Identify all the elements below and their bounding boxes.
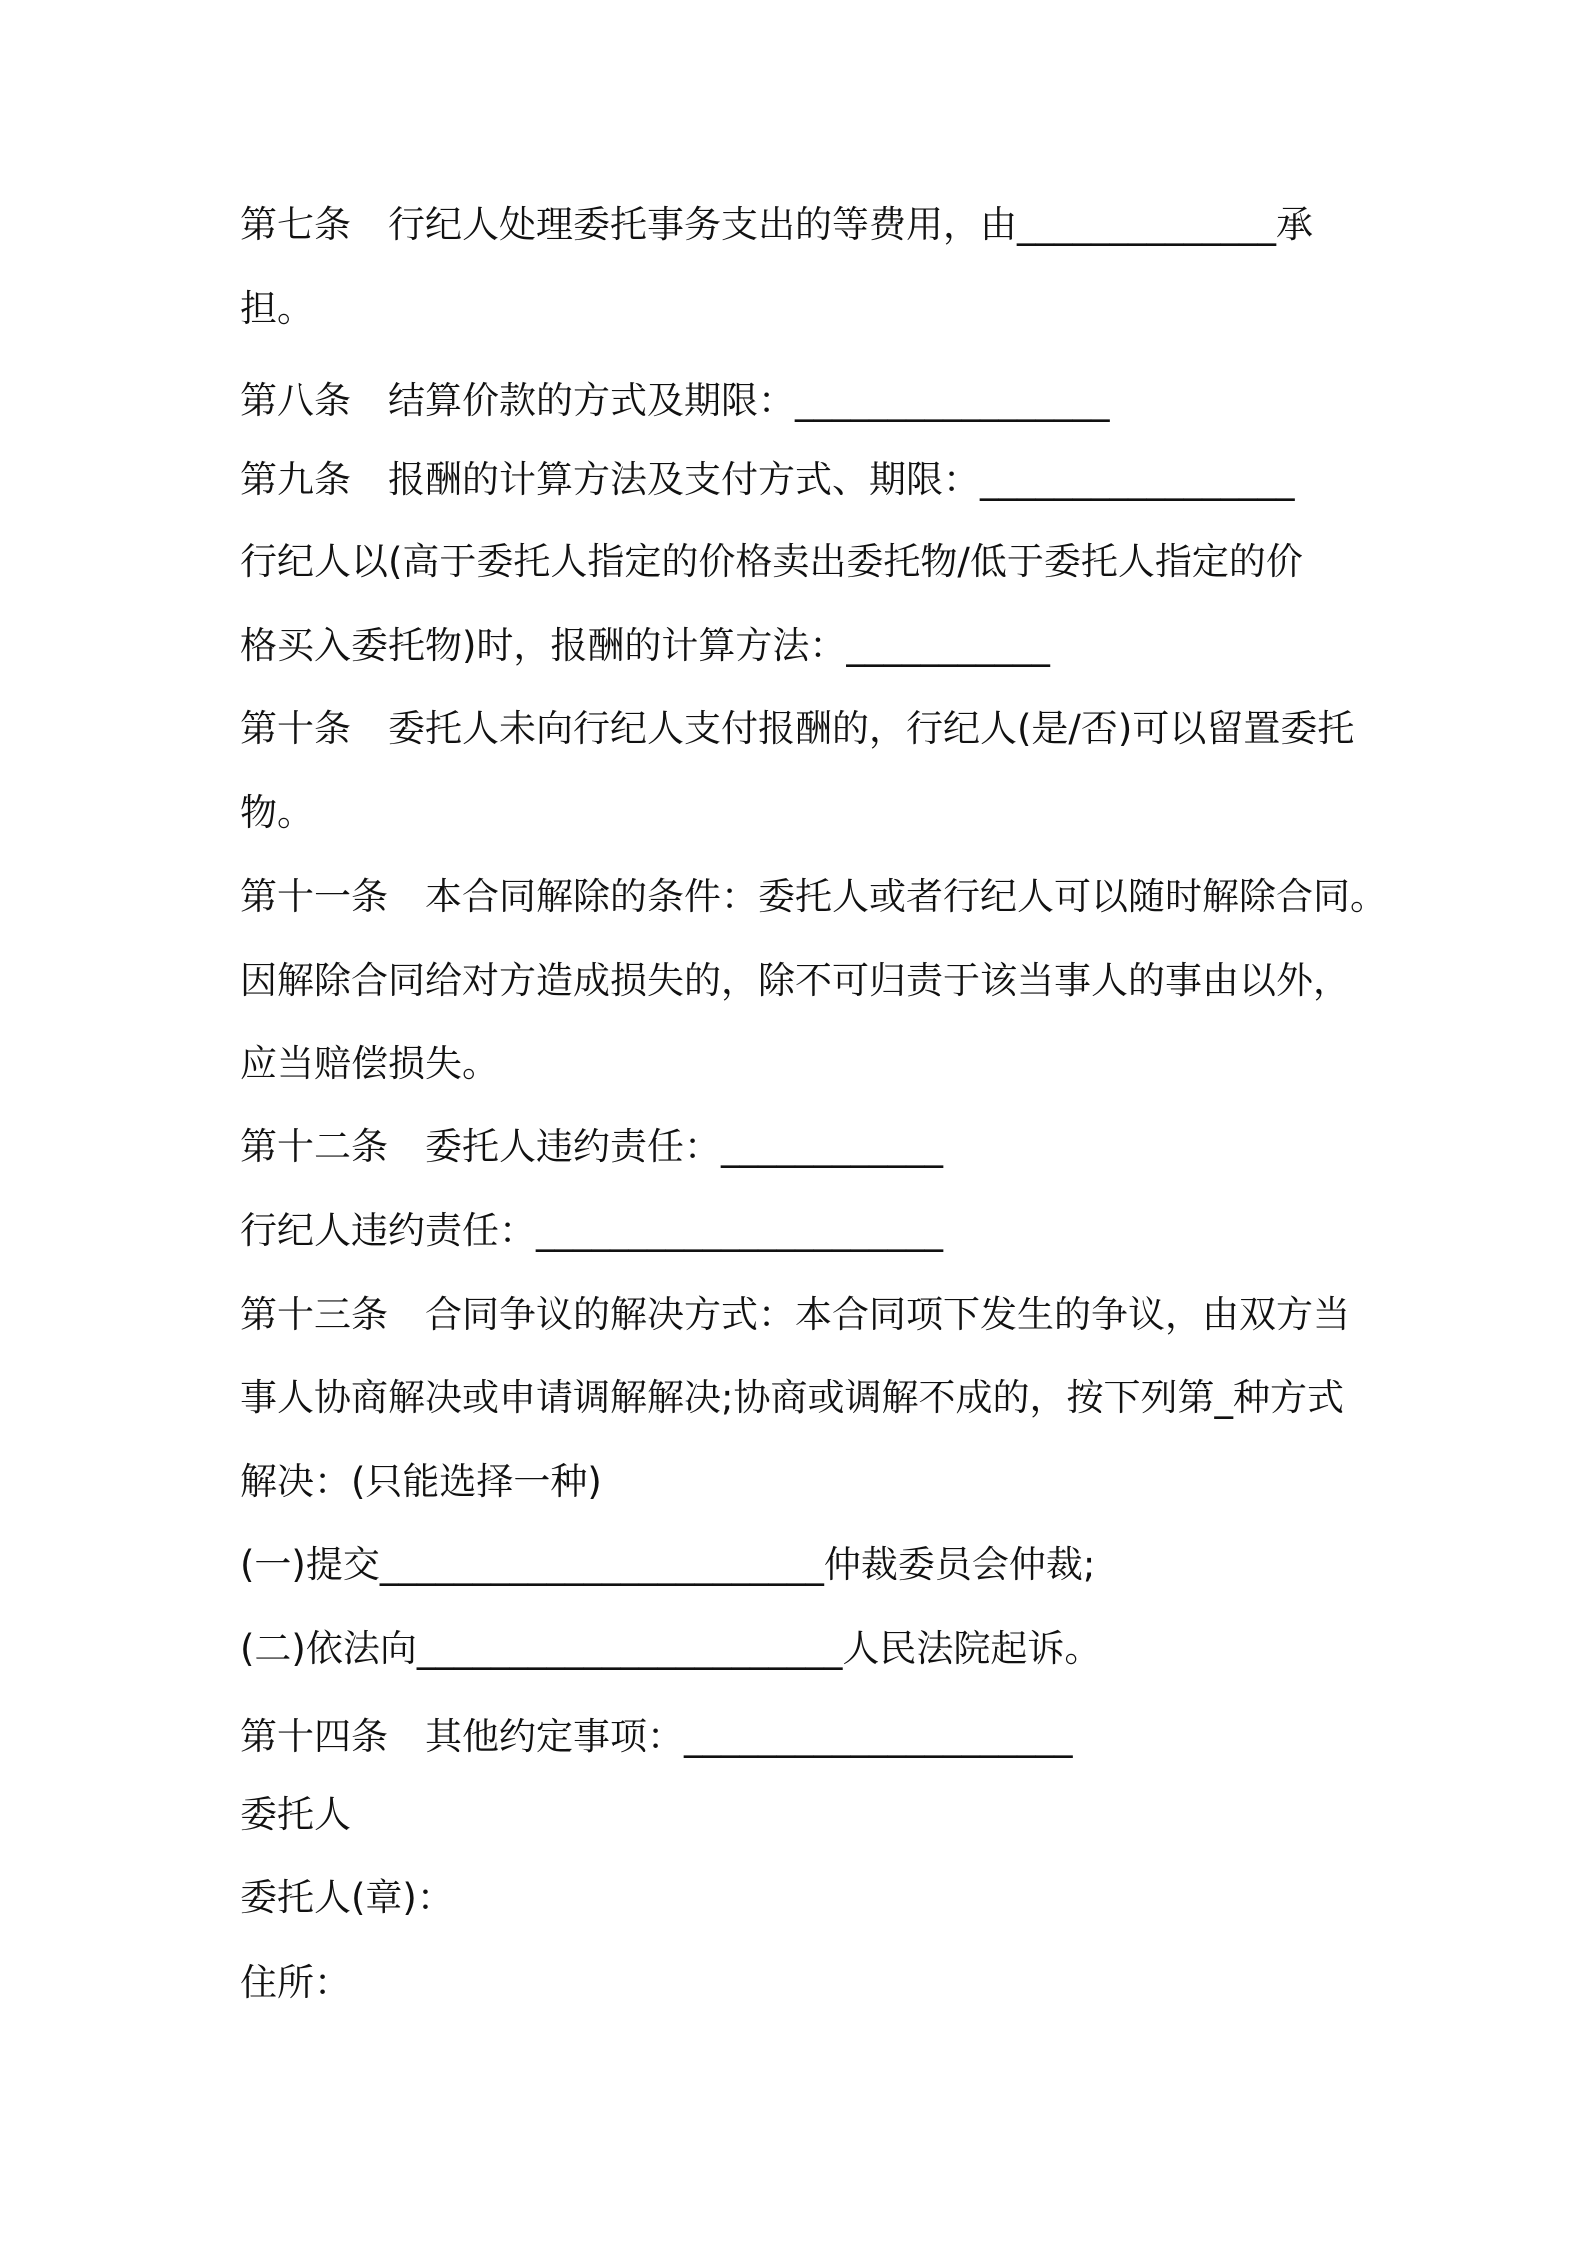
article-9-line: 第九条 报酬的计算方法及支付方式、期限：_________________ [240, 458, 1295, 501]
article-13-line-1: 第十三条 合同争议的解决方式：本合同项下发生的争议，由双方当 [240, 1293, 1350, 1336]
article-7-line-1: 第七条 行纪人处理委托事务支出的等费用，由______________承 [240, 203, 1313, 246]
article-12-line-1: 第十二条 委托人违约责任：____________ [240, 1125, 943, 1168]
article-10-line-2: 物。 [240, 791, 314, 834]
article-8-line: 第八条 结算价款的方式及期限：_________________ [240, 379, 1110, 422]
article-14-line: 第十四条 其他约定事项：_____________________ [240, 1715, 1073, 1758]
article-13-line-3: 解决：(只能选择一种) [240, 1460, 602, 1503]
article-7-line-2: 担。 [240, 287, 314, 330]
article-13-line-2: 事人协商解决或申请调解解决;协商或调解不成的，按下列第_种方式 [240, 1376, 1344, 1419]
article-11-line-2: 因解除合同给对方造成损失的，除不可归责于该当事人的事由以外， [240, 959, 1350, 1002]
article-9-continuation-line-1: 行纪人以(高于委托人指定的价格卖出委托物/低于委托人指定的价 [240, 540, 1303, 583]
article-11-line-1: 第十一条 本合同解除的条件：委托人或者行纪人可以随时解除合同。 [240, 875, 1387, 918]
article-9-continuation-line-2: 格买入委托物)时，报酬的计算方法：___________ [240, 624, 1050, 667]
article-12-line-2: 行纪人违约责任：______________________ [240, 1209, 943, 1252]
principal-heading: 委托人 [240, 1793, 351, 1836]
article-11-line-3: 应当赔偿损失。 [240, 1042, 499, 1085]
residence-line: 住所： [240, 1961, 351, 2004]
article-10-line-1: 第十条 委托人未向行纪人支付报酬的，行纪人(是/否)可以留置委托 [240, 707, 1355, 750]
court-option-line: (二)依法向_______________________人民法院起诉。 [240, 1627, 1102, 1670]
arbitration-option-line: (一)提交________________________仲裁委员会仲裁; [240, 1543, 1096, 1586]
principal-seal-line: 委托人(章)： [240, 1876, 454, 1919]
